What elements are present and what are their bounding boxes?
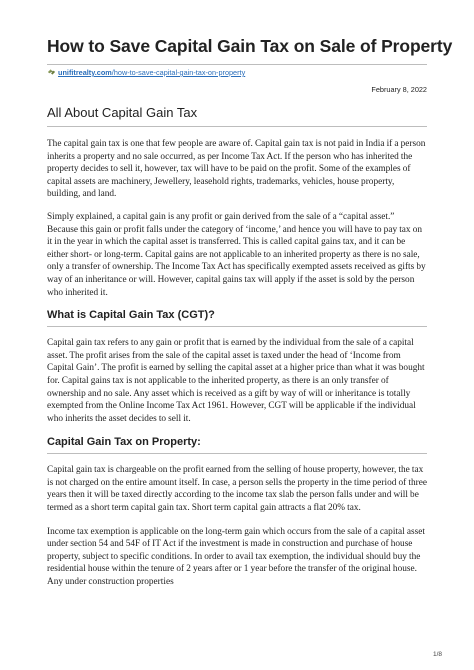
source-line: [47, 68, 427, 78]
section-divider: [47, 126, 427, 127]
about-paragraph-1: The capital gain tax is one that few people are aware of. Capital gain tax is not paid in India if a person inherits a property and no sale occurred, as per Income Tax Act. If the person who has inherited the property decides to sell it, however, tax will have to be paid on the profit. Some of the examples of capital assets are machinery, Jewellery, leasehold rights, trademarks, vehicles, house property, building, and land.: [47, 139, 426, 200]
section-heading-about: All About Capital Gain Tax: [47, 105, 198, 120]
what-is-paragraph: Capital gain tax refers to any gain or profit that is earned by the individual from the sale of a capital asset. The profit arises from the sale of the capital asset is taxed under the head of ‘Income from Capital Gain’. The profit is earned by selling the capital asset at a higher price than what it was bought for. Capital gains tax is not applicable to the inherited property, as there is an only transfer of ownership and no sale. Any asset which is received as a gift by way of will or inheritance is totally exempted from the Online Income Tax Act 1961. However, CGT will be applicable if the individual who inherits the asset decides to sell it.: [47, 338, 425, 424]
on-property-paragraph-2: Income tax exemption is applicable on the long-term gain which occurs from the sale of a capital asset under section 54 and 54F of IT Act if the investment is made in construction and purchase of house property, subject to specific conditions. In order to avail tax exemption, the individual should buy the residential house within the tenure of 2 years after or 1 year before the transfer of the original house. Any under construction properties: [47, 526, 425, 588]
publish-date: February 8, 2022: [371, 85, 427, 94]
about-paragraph-2: Simply explained, a capital gain is any profit or gain derived from the sale of a “capital asset.” Because this gain or profit falls under the category of ‘income,’ and hence you will have to pay tax on it in the year in which the capital asset is transferred. This is called capital gains tax, and it can be either short- or long-term. Capital gains are not applicable to an inherited property as there is no sale, only a transfer of ownership. The Income Tax Act has specifically exempted assets received as gifts by way of an inheritance or will. However, capital gains tax will apply if the asset is sold by the person who inherited it.: [47, 211, 426, 298]
section-divider: [47, 453, 427, 454]
source-path-link[interactable]: /how-to-save-capital-gain-tax-on-property: [111, 68, 246, 77]
link-icon: [47, 68, 56, 76]
document-title: How to Save Capital Gain Tax on Sale of Property: [47, 36, 453, 56]
section-divider: [47, 326, 427, 327]
on-property-paragraph-1: Capital gain tax is chargeable on the profit earned from the selling of house property, however, the tax is not charged on the entire amount itself. In case, a person sells the property in the time period of three years then it will be taxed directly according to the income tax slab the person falls under and will be termed as a short term capital gain tax. Short term capital gain attracts a flat 20% tax.: [47, 465, 427, 514]
source-domain-link[interactable]: unifitrealty.com: [58, 68, 112, 77]
page-number: 1/8: [432, 651, 442, 658]
section-heading-what-is: What is Capital Gain Tax (CGT)?: [47, 309, 215, 322]
title-divider: [47, 64, 427, 65]
section-heading-on-property: Capital Gain Tax on Property:: [47, 436, 201, 449]
document-page: [47, 36, 453, 589]
